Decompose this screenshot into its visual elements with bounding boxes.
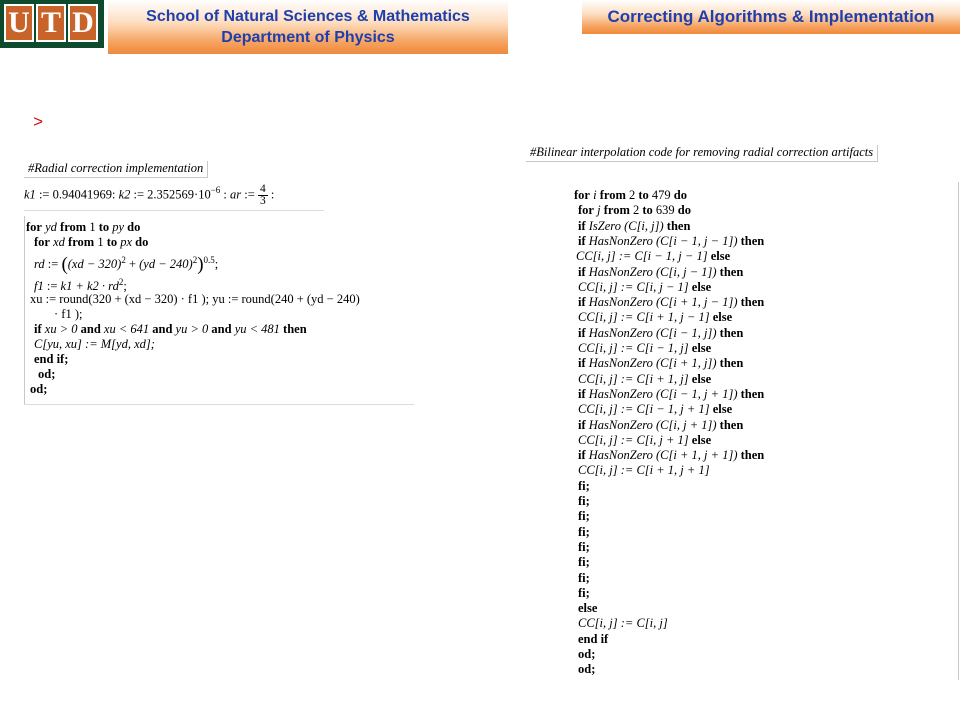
bilinear-code-line: fi; <box>578 555 590 570</box>
bilinear-code-line: if HasNonZero (C[i + 1, j]) then <box>578 356 744 371</box>
bilinear-code-line: if HasNonZero (C[i − 1, j]) then <box>578 325 744 340</box>
bilinear-code-line: for j from 2 to 639 do <box>578 203 691 218</box>
utd-logo <box>0 0 104 48</box>
left-panel-border <box>24 216 25 404</box>
bilinear-code-line: if HasNonZero (C[i + 1, j + 1]) then <box>578 448 765 463</box>
school-banner <box>108 0 508 54</box>
radial-correction-code <box>26 218 416 408</box>
bilinear-code-line: CC[i, j] := C[i + 1, j − 1] else <box>578 310 733 325</box>
f1-line: f1 := $k1 + k2 \cdot rd^2$; <box>34 277 127 294</box>
divider <box>24 210 324 211</box>
bilinear-code-line: end if <box>578 631 609 646</box>
bilinear-code-line: CC[i, j] := C[i − 1, j + 1] else <box>578 402 733 417</box>
od-inner-line: od; <box>38 367 56 381</box>
bilinear-code-line: od; <box>578 662 596 677</box>
bilinear-comment: #Bilinear interpolation code for removing radial correction artifacts <box>526 145 878 162</box>
bilinear-code-line: if HasNonZero (C[i + 1, j − 1]) then <box>578 295 765 310</box>
bilinear-code-line: CC[i, j] := C[i + 1, j + 1] <box>578 463 710 478</box>
slide-title: Correcting Algorithms & Implementation <box>582 0 960 34</box>
bilinear-code-line: fi; <box>578 478 590 493</box>
rd-line: rd := $((xd - 320)^2 + (yd - 240)^2)^{0.5}$; <box>34 254 219 275</box>
logo-letter-d: D <box>68 4 98 42</box>
bilinear-code-line: od; <box>578 647 596 661</box>
constants-line: k1 := 0.94041969: k2 := $2.352569\cdot 10^{-6}$ : ar := $\frac{4}{3}$ : <box>24 183 275 207</box>
bilinear-code-line: CC[i, j] := C[i, j − 1] else <box>578 279 712 294</box>
od-outer-line: od; <box>30 382 48 396</box>
bilinear-code-line: for i from 2 to 479 do <box>574 188 687 202</box>
bilinear-code <box>574 188 954 678</box>
maple-prompt[interactable]: > <box>33 114 44 133</box>
department-name: Department of Physics <box>221 29 395 46</box>
bilinear-code-line: if HasNonZero (C[i, j − 1]) then <box>578 264 744 279</box>
bilinear-code-line: CC[i, j] := C[i + 1, j] else <box>578 371 712 386</box>
for-yd-line: for yd from 1 to py do <box>26 220 141 234</box>
for-xd-line: for xd from 1 to px do <box>34 235 149 249</box>
bilinear-code-line: if HasNonZero (C[i, j + 1]) then <box>578 417 744 432</box>
left-panel-bottom <box>24 404 414 405</box>
bilinear-code-line: CC[i, j] := C[i, j + 1] else <box>578 432 712 447</box>
logo-letter-u: U <box>4 4 34 42</box>
bilinear-code-line: fi; <box>578 539 590 554</box>
xu-yu-continuation: · f1 ); <box>54 307 83 321</box>
assign-line: C[yu, xu] := M[yd, xd]; <box>34 337 155 351</box>
bilinear-code-line: CC[i, j] := C[i, j] <box>578 616 668 631</box>
bilinear-code-line: fi; <box>578 494 590 508</box>
end-if-line: end if; <box>34 352 69 366</box>
logo-letter-t: T <box>36 4 66 42</box>
bilinear-code-line: CC[i, j] := C[i − 1, j] else <box>578 341 712 355</box>
bilinear-code-line: fi; <box>578 509 590 524</box>
bilinear-code-line: if IsZero (C[i, j]) then <box>578 218 691 233</box>
bounds-check-line: if xu > 0 and xu < 641 and yu > 0 and yu < 481 then <box>34 322 307 336</box>
bilinear-code-line: CC[i, j] := C[i − 1, j − 1] else <box>576 249 731 264</box>
bilinear-code-line: if HasNonZero (C[i − 1, j − 1]) then <box>578 233 765 248</box>
radial-correction-comment: #Radial correction implementation <box>24 161 208 178</box>
bilinear-code-line: fi; <box>578 570 590 585</box>
bilinear-code-line: fi; <box>578 585 590 600</box>
bilinear-code-line: fi; <box>578 524 590 539</box>
school-name: School of Natural Sciences & Mathematics <box>146 8 470 25</box>
xu-yu-line: xu := round(320 + (xd − 320) · f1 ); yu := round(240 + (yd − 240) <box>30 292 360 306</box>
bilinear-code-line: else <box>578 601 598 616</box>
right-panel-border <box>958 182 959 680</box>
bilinear-code-line: if HasNonZero (C[i − 1, j + 1]) then <box>578 386 765 401</box>
